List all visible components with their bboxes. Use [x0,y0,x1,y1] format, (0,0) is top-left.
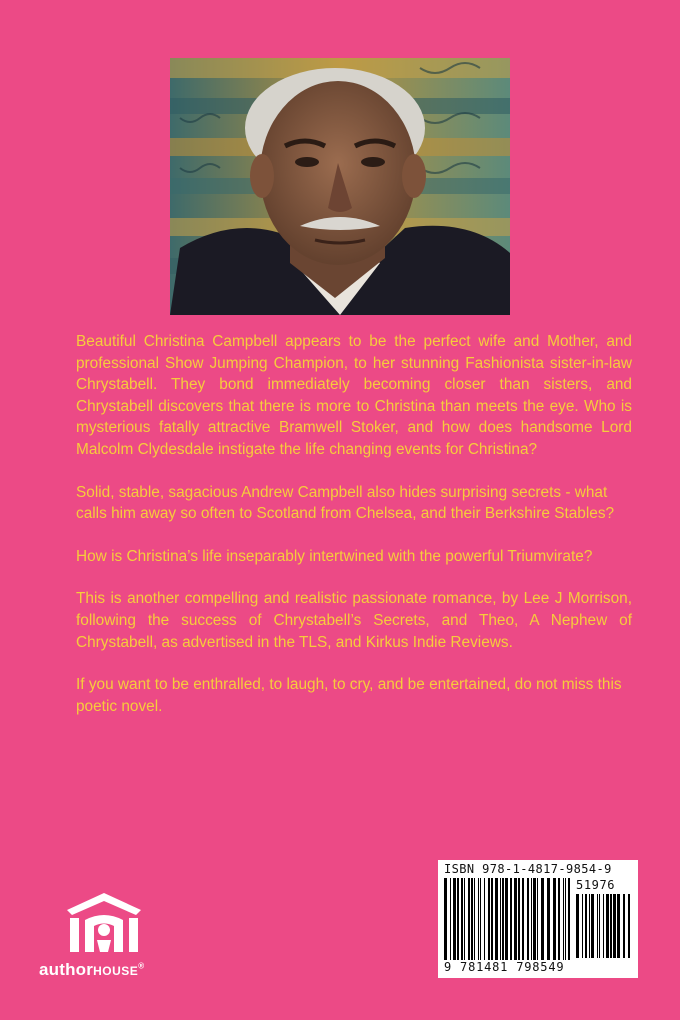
barcode-bar [597,894,598,958]
isbn-text: ISBN 978-1-4817-9854-9 [444,862,612,876]
barcode-bar [558,878,560,960]
blurb-paragraph-5: If you want to be enthralled, to laugh, to cry, and be entertained, do not miss this poetic novel. [76,676,622,715]
price-code-text: 51976 [576,878,616,892]
blurb-paragraph-3: How is Christina’s life inseparably intertwined with the powerful Triumvirate? [76,547,593,565]
barcode-bar [563,878,564,960]
barcode-bar [606,894,609,958]
price-addon-barcode-bars [576,894,632,958]
barcode-bar [474,878,475,960]
barcode-bar [628,894,630,958]
barcode-bar [471,878,473,960]
barcode-bar [502,878,504,960]
barcode-bar [522,878,524,960]
barcode-bar [591,894,594,958]
ean-digits-text: 9 781481 798549 [444,960,565,974]
barcode-bar [589,894,590,958]
barcode-bar [603,894,604,958]
barcode-bar [461,878,463,960]
barcode-bar [541,878,544,960]
barcode-bar [565,878,566,960]
barcode-bar [514,878,517,960]
trademark-symbol: ® [138,961,145,971]
ean-barcode-bars [444,878,572,960]
isbn-barcode [438,860,638,978]
barcode-bar [599,894,600,958]
publisher-name-suffix: HOUSE [93,964,139,978]
blurb-paragraph-1: Beautiful Christina Campbell appears to be the perfect wife and Mother, and professional Show Jumping Champion, to her stunning Fashionista sister-in-law Chrystabell. They bond immediately becoming closer than sisters, and Chrystabell discovers that there is more to Christina than meets the eye. Who is mysterious fatally attractive Bramwell Stoker, and how does handsome Lord Malcolm Clydesdale instigate the life changing events for Christina? [76,333,632,458]
barcode-bar [453,878,456,960]
blurb-paragraph-4: This is another compelling and realistic passionate romance, by Lee J Morrison, following the success of Chrystabell’s Secrets, and Theo, A Nephew of Chrystabell, as advertised in the TLS, and Kirkus Indie Reviews. [76,590,632,651]
barcode-bar [457,878,459,960]
barcode-bar [495,878,498,960]
barcode-bar [585,894,587,958]
barcode-bar [450,878,451,960]
barcode-bar [553,878,556,960]
barcode-bar [484,878,485,960]
barcode-bar [510,878,512,960]
barcode-bar [547,878,550,960]
author-portrait-photo [170,58,510,315]
barcode-bar [568,878,570,960]
barcode-bar [505,878,508,960]
barcode-bar [444,878,447,960]
barcode-bar [613,894,616,958]
back-cover-blurb [76,331,632,738]
barcode-bar [533,878,536,960]
barcode-bar [500,878,501,960]
barcode-bar [527,878,529,960]
publisher-name [39,960,144,980]
barcode-bar [480,878,481,960]
barcode-bar [537,878,538,960]
barcode-bar [623,894,625,958]
barcode-bar [617,894,620,958]
barcode-bar [468,878,470,960]
barcode-bar [478,878,479,960]
barcode-bar [531,878,532,960]
barcode-bar [610,894,612,958]
barcode-bar [582,894,583,958]
barcode-bar [576,894,579,958]
barcode-bar [488,878,490,960]
publisher-name-prefix: author [39,960,94,979]
barcode-bar [518,878,520,960]
barcode-bar [491,878,493,960]
barcode-bar [464,878,465,960]
author-photo [170,58,510,315]
blurb-paragraph-2: Solid, stable, sagacious Andrew Campbell also hides surprising secrets - what calls him away so often to Scotland from Chelsea, and their Berkshire Stables? [76,483,615,523]
authorhouse-logo-icon [40,888,190,958]
